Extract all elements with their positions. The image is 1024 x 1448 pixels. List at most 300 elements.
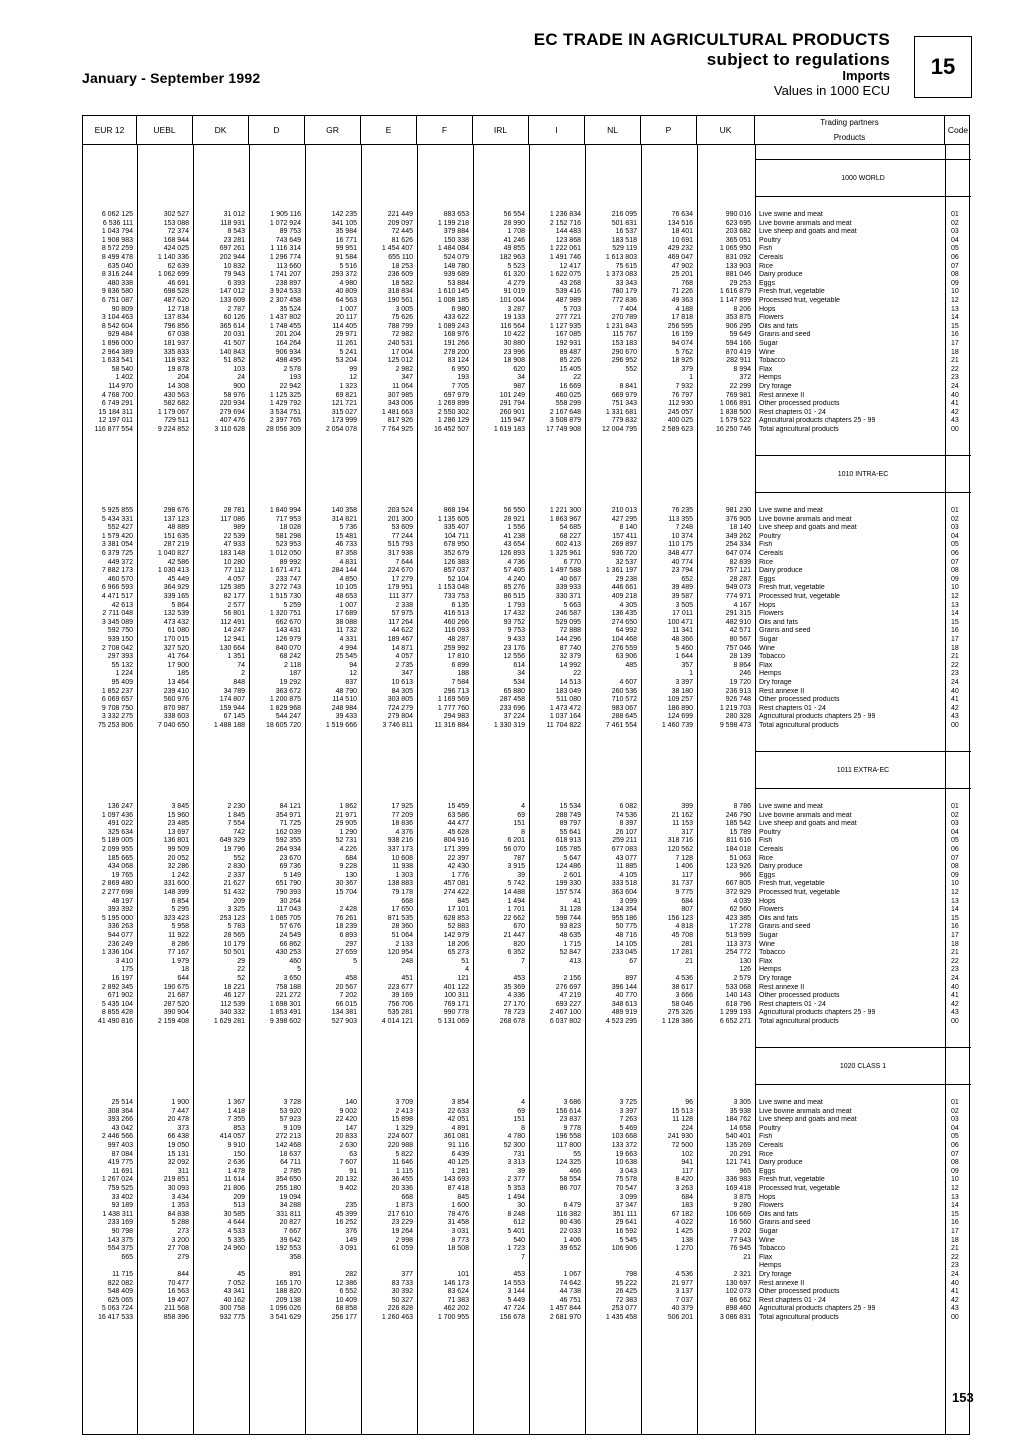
cell-value: 7 128 [675, 854, 693, 862]
cell-value: 668 [401, 1193, 413, 1201]
cell-value: 19 663 [615, 1150, 637, 1158]
table-row [83, 846, 971, 855]
cell-value: 84 305 [391, 687, 413, 695]
cell-value: 1 438 311 [102, 1210, 133, 1218]
cell-value: 351 111 [612, 1210, 637, 1218]
product-code: 07 [951, 262, 959, 270]
cell-value: 7 355 [227, 1116, 245, 1124]
cell-value: 20 478 [167, 1116, 189, 1124]
cell-value: 42 613 [111, 601, 133, 609]
cell-value: 167 085 [555, 331, 581, 339]
cell-value: 19 050 [167, 1142, 189, 1149]
cell-value: 5 295 [171, 906, 189, 914]
cell-value: 68 858 [335, 1305, 357, 1313]
cell-value: 7 764 925 [381, 426, 413, 433]
table-row [83, 722, 971, 731]
cell-value: 15 481 [335, 532, 357, 540]
cell-value: 4 336 [507, 992, 525, 1000]
product-code: 24 [951, 383, 959, 390]
cell-value: 20 132 [335, 1176, 357, 1184]
cell-value: 48 197 [111, 897, 133, 905]
table-row [83, 984, 971, 993]
cell-value: 981 230 [725, 507, 751, 514]
product-code: 43 [951, 1009, 959, 1017]
product-label: Flax [759, 661, 773, 669]
cell-value: 124 325 [555, 1159, 581, 1167]
cell-value: 1 097 436 [101, 811, 133, 819]
cell-value: 2 167 648 [549, 408, 581, 416]
product-label: Grains and seed [759, 331, 811, 339]
product-code: 10 [951, 584, 959, 592]
cell-value: 28 139 [729, 653, 751, 661]
table-row [83, 1305, 971, 1314]
table-row [83, 1168, 971, 1177]
cell-value: 66 862 [279, 940, 301, 948]
cell-value: 12 718 [167, 305, 189, 313]
cell-value: 102 [681, 1150, 693, 1158]
product-label: Flowers [759, 314, 784, 322]
cell-value: 114 510 [332, 696, 357, 704]
cell-value: 1 323 [339, 383, 357, 390]
table-row [83, 383, 971, 392]
cell-value: 2 589 623 [661, 426, 693, 433]
cell-value: 83 624 [447, 1288, 469, 1296]
cell-value: 540 [513, 1236, 525, 1244]
cell-value: 7 202 [339, 992, 357, 1000]
cell-value: 8 [521, 1124, 525, 1132]
table-row [83, 1297, 971, 1306]
cell-value: 523 953 [275, 541, 301, 549]
product-code: 16 [951, 627, 959, 635]
cell-value: 315 027 [331, 408, 357, 416]
cell-value: 50 327 [391, 1296, 413, 1304]
cell-value: 926 748 [725, 696, 751, 704]
cell-value: 287 458 [499, 696, 525, 704]
cell-value: 1 147 899 [719, 297, 751, 304]
cell-value: 187 [289, 670, 301, 678]
product-label: Hemps [759, 374, 782, 382]
cell-value: 38 617 [671, 983, 693, 991]
product-label: Other processed products [759, 696, 840, 704]
cell-value: 138 [681, 1236, 693, 1244]
cell-value: 79 943 [223, 271, 245, 279]
cell-value: 77 943 [729, 1236, 751, 1244]
table-row [83, 331, 971, 340]
cell-value: 17 432 [503, 610, 525, 618]
cell-value: 7 263 [619, 1116, 637, 1124]
cell-value: 245 057 [667, 408, 693, 416]
cell-value: 7 644 [395, 558, 413, 566]
cell-value: 831 092 [725, 254, 751, 261]
cell-value: 1 478 [227, 1167, 245, 1175]
cell-value: 58 976 [223, 391, 245, 399]
cell-value: 339 933 [555, 584, 581, 592]
cell-value: 297 393 [107, 653, 133, 661]
product-label: Wine [759, 940, 775, 948]
cell-value: 393 392 [107, 906, 133, 914]
product-code: 12 [951, 297, 959, 304]
product-label: Wine [759, 1236, 775, 1244]
cell-value: 217 610 [387, 1210, 413, 1218]
cell-value: 1 698 301 [269, 1000, 301, 1008]
cell-value: 5 460 [675, 644, 693, 652]
cell-value: 239 410 [163, 687, 189, 695]
cell-value: 347 [401, 374, 413, 382]
product-code: 10 [951, 288, 959, 296]
cell-value: 8 786 [733, 803, 751, 810]
cell-value: 64 992 [615, 627, 637, 635]
product-label: Total agricultural products [759, 1018, 839, 1025]
cell-value: 30 367 [335, 880, 357, 888]
cell-value: 1 777 760 [437, 704, 469, 712]
cell-value: 4 226 [339, 846, 357, 853]
cell-value: 820 [513, 940, 525, 948]
cell-value: 1 128 386 [661, 1018, 693, 1025]
cell-value: 2 337 [227, 871, 245, 879]
cell-value: 18 221 [223, 983, 245, 991]
cell-value: 7 705 [451, 383, 469, 390]
cell-value: 20 827 [279, 1219, 301, 1227]
cell-value: 987 [513, 383, 525, 390]
product-label: Grains and seed [759, 923, 811, 931]
cell-value: 72 445 [391, 228, 413, 236]
cell-value: 8 572 259 [101, 245, 133, 253]
cell-value: 11 614 [224, 1176, 245, 1184]
table-row [83, 949, 971, 958]
cell-value: 906 934 [275, 348, 301, 356]
table-frame [82, 145, 970, 1435]
cell-value: 6 770 [563, 558, 581, 566]
cell-value: 14 308 [167, 383, 189, 390]
table-row [83, 820, 971, 829]
cell-value: 61 080 [167, 627, 189, 635]
cell-value: 22 299 [729, 383, 751, 390]
cell-value: 1 169 569 [437, 696, 469, 704]
table-row [83, 602, 971, 611]
cell-value: 2 099 955 [101, 846, 133, 853]
cell-value: 4 [521, 1099, 525, 1106]
cell-value: 91 019 [503, 288, 525, 296]
product-label: Rest annexe II [759, 983, 805, 991]
table-row [83, 271, 971, 280]
cell-value: 6 899 [451, 661, 469, 669]
cell-value: 18 028 [279, 524, 301, 532]
cell-value: 83 124 [447, 357, 469, 365]
cell-value: 11 715 [112, 1271, 133, 1278]
cell-value: 480 338 [107, 279, 133, 287]
cell-value: 6 536 111 [102, 219, 133, 227]
cell-value: 751 343 [611, 400, 637, 408]
cell-value: 8 543 [227, 228, 245, 236]
cell-value: 883 653 [443, 211, 469, 218]
cell-value: 17 689 [335, 610, 357, 618]
table-row [83, 1288, 971, 1297]
cell-value: 430 253 [275, 949, 301, 957]
cell-value: 8 316 244 [101, 271, 133, 279]
cell-value: 11 261 [336, 340, 357, 347]
product-code: 14 [951, 314, 959, 322]
cell-value: 126 979 [275, 636, 301, 643]
cell-value: 26 425 [615, 1288, 637, 1296]
cell-value: 20 117 [336, 314, 357, 322]
cell-value: 71 226 [671, 288, 693, 296]
cell-value: 4 891 [451, 1124, 469, 1132]
cell-value: 5 401 [507, 1228, 525, 1235]
cell-value: 11 922 [168, 932, 189, 939]
cell-value: 19 765 [111, 871, 133, 879]
cell-value: 47 219 [559, 992, 581, 1000]
cell-value: 1 454 407 [381, 245, 413, 253]
product-code: 09 [951, 871, 959, 879]
cell-value: 50 501 [223, 949, 245, 957]
cell-value: 5 663 [563, 601, 581, 609]
product-code: 08 [951, 271, 959, 279]
header-country: E [361, 116, 417, 144]
cell-value: 79 178 [391, 889, 413, 896]
cell-value: 19 264 [391, 1228, 413, 1235]
table-row [83, 211, 971, 220]
cell-value: 259 992 [443, 644, 469, 652]
cell-value: 140 358 [331, 507, 357, 514]
cell-value: 18 253 [391, 262, 413, 270]
cell-value: 18 908 [503, 357, 525, 365]
cell-value: 1 402 [115, 374, 133, 382]
cell-value: 469 047 [667, 254, 693, 261]
cell-value: 43 654 [503, 541, 525, 549]
cell-value: 462 202 [443, 1305, 469, 1313]
cell-value: 85 276 [503, 584, 525, 592]
cell-value: 57 676 [279, 923, 301, 931]
cell-value: 1 012 050 [269, 550, 301, 557]
table-row [83, 237, 971, 246]
cell-value: 56 801 [223, 610, 245, 618]
cell-value: 618 913 [555, 837, 581, 845]
cell-value: 99 951 [335, 245, 357, 253]
cell-value: 190 675 [163, 983, 189, 991]
cell-value: 5 335 [227, 1236, 245, 1244]
header-country: UEBL [137, 116, 193, 144]
product-label: Oils and fats [759, 322, 798, 330]
cell-value: 282 911 [726, 357, 751, 365]
cell-value: 121 721 [331, 400, 357, 408]
cell-value: 10 374 [671, 532, 693, 540]
cell-value: 209 138 [275, 1296, 301, 1304]
cell-value: 3 875 [733, 1193, 751, 1201]
cell-value: 1 845 [227, 811, 245, 819]
product-label: Dry forage [759, 1271, 792, 1278]
cell-value: 29 641 [615, 1219, 637, 1227]
table-number: 15 [914, 36, 972, 98]
cell-value: 18 836 [391, 820, 413, 828]
cell-value: 63 586 [447, 811, 469, 819]
cell-value: 1 460 739 [661, 722, 693, 729]
cell-value: 743 649 [275, 236, 301, 244]
table-row [83, 662, 971, 671]
cell-value: 148 780 [443, 262, 469, 270]
cell-value: 1 619 183 [493, 426, 525, 433]
cell-value: 558 299 [555, 400, 581, 408]
product-label: Tobacco [759, 1245, 786, 1253]
cell-value: 23 837 [559, 1116, 581, 1124]
product-label: Sugar [759, 340, 778, 347]
cell-value: 997 403 [107, 1142, 133, 1149]
cell-value: 668 [401, 897, 413, 905]
cell-value: 236 609 [387, 271, 413, 279]
product-code: 17 [951, 636, 959, 643]
cell-value: 602 413 [555, 541, 581, 549]
cell-value: 143 431 [275, 627, 301, 635]
cell-value: 93 823 [559, 923, 581, 931]
cell-value: 40 770 [615, 992, 637, 1000]
product-code: 07 [951, 1150, 959, 1158]
cell-value: 22 420 [335, 1116, 357, 1124]
cell-value: 1 723 [507, 1245, 525, 1253]
cell-value: 19 133 [503, 314, 525, 322]
table-row [83, 1133, 971, 1142]
cell-value: 209 [233, 1193, 245, 1201]
cell-value: 1 829 968 [269, 704, 301, 712]
cell-value: 1 701 [507, 906, 525, 914]
product-label: Flax [759, 1253, 773, 1261]
cell-value: 69 821 [335, 391, 357, 399]
cell-value: 53 884 [447, 279, 469, 287]
cell-value: 9 402 [339, 1185, 357, 1192]
cell-value: 1 242 [171, 871, 189, 879]
cell-value: 10 691 [671, 236, 693, 244]
cell-value: 11 064 [392, 383, 413, 390]
product-code: 43 [951, 417, 959, 425]
cell-value: 33 343 [615, 279, 637, 287]
cell-value: 87 418 [447, 1185, 469, 1192]
cell-value: 137 123 [163, 515, 189, 523]
cell-value: 256 177 [331, 1314, 357, 1321]
cell-value: 840 070 [275, 644, 301, 652]
cell-value: 594 166 [725, 340, 751, 347]
cell-value: 1 838 500 [719, 408, 751, 416]
cell-value: 22 [573, 374, 581, 382]
product-label: Live sheep and goats and meat [759, 524, 857, 532]
cell-value: 123 926 [725, 863, 751, 871]
cell-value: 361 081 [443, 1133, 469, 1141]
cell-value: 28 056 309 [265, 426, 301, 433]
cell-value: 20 052 [167, 854, 189, 862]
cell-value: 23 229 [391, 1219, 413, 1227]
cell-value: 11 341 [672, 627, 693, 635]
cell-value: 780 179 [611, 288, 637, 296]
table-row [83, 932, 971, 941]
cell-value: 318 834 [387, 288, 413, 296]
cell-value: 3 915 [507, 863, 525, 871]
cell-value: 8 855 428 [101, 1009, 133, 1017]
cell-value: 233 696 [499, 704, 525, 712]
product-code: 42 [951, 1296, 959, 1304]
cell-value: 259 211 [612, 837, 637, 845]
cell-value: 174 807 [219, 696, 245, 704]
cell-value: 3 305 [733, 1099, 751, 1106]
cell-value: 272 213 [275, 1133, 301, 1141]
cell-value: 9 708 750 [101, 704, 133, 712]
cell-value: 30 585 [223, 1210, 245, 1218]
cell-value: 1 852 237 [101, 687, 133, 695]
cell-value: 24 [237, 374, 245, 382]
cell-value: 353 875 [725, 314, 751, 322]
cell-value: 42 571 [729, 627, 751, 635]
product-code: 40 [951, 983, 959, 991]
cell-value: 29 253 [729, 279, 751, 287]
cell-value: 45 628 [447, 828, 469, 836]
cell-value: 446 661 [611, 584, 637, 592]
cell-value: 871 535 [387, 914, 413, 922]
cell-value: 35 984 [335, 228, 357, 236]
cell-value: 38 180 [671, 687, 693, 695]
cell-value: 51 063 [729, 854, 751, 862]
table-row [83, 288, 971, 297]
cell-value: 670 [513, 923, 525, 931]
cell-value: 36 455 [391, 1176, 413, 1184]
cell-value: 134 354 [611, 906, 637, 914]
cell-value: 4 768 700 [101, 391, 133, 399]
cell-value: 527 903 [331, 1018, 357, 1025]
table-row [83, 1280, 971, 1289]
cell-value: 3 099 [619, 897, 637, 905]
cell-value: 3 263 [675, 1185, 693, 1192]
cell-value: 168 944 [163, 236, 189, 244]
cell-value: 18 239 [335, 923, 357, 931]
cell-value: 39 169 [391, 992, 413, 1000]
cell-value: 179 951 [387, 584, 413, 592]
cell-value: 936 720 [611, 550, 637, 557]
cell-value: 76 235 [671, 507, 693, 514]
cell-value: 540 401 [725, 1133, 751, 1141]
cell-value: 548 409 [107, 1288, 133, 1296]
cell-value: 6 980 [451, 305, 469, 313]
product-label: Cereals [759, 846, 784, 853]
cell-value: 65 880 [503, 687, 525, 695]
cell-value: 684 [345, 854, 357, 862]
cell-value: 58 046 [671, 1000, 693, 1008]
cell-value: 16 197 [111, 975, 133, 982]
cell-value: 235 [345, 1202, 357, 1210]
cell-value: 3 110 628 [214, 426, 245, 433]
section-title: 1000 WORLD [755, 159, 971, 197]
cell-value: 9 224 852 [157, 426, 189, 433]
cell-value: 451 [401, 975, 413, 982]
table-row [83, 1254, 971, 1263]
cell-value: 24 960 [223, 1245, 245, 1253]
cell-value: 76 945 [729, 1245, 751, 1253]
product-label: Cereals [759, 254, 784, 261]
cell-value: 246 790 [725, 811, 751, 819]
cell-value: 1 488 188 [213, 722, 245, 729]
cell-value: 938 216 [387, 837, 413, 845]
product-label: Flowers [759, 610, 784, 618]
cell-value: 308 364 [107, 1107, 133, 1115]
cell-value: 9 202 [733, 1228, 751, 1235]
cell-value: 219 851 [163, 1176, 189, 1184]
cell-value: 62 560 [729, 906, 751, 914]
cell-value: 156 123 [667, 914, 693, 922]
cell-value: 1 715 [563, 940, 581, 948]
cell-value: 91 116 [448, 1142, 469, 1149]
table-row [83, 392, 971, 401]
cell-value: 652 [681, 575, 693, 583]
product-label: Fresh fruit, vegetable [759, 584, 825, 592]
cell-value: 409 218 [611, 593, 637, 600]
cell-value: 184 762 [725, 1116, 751, 1124]
cell-value: 48 790 [335, 687, 357, 695]
cell-value: 2 054 078 [325, 426, 357, 433]
report-subtitle: subject to regulations [706, 49, 890, 69]
